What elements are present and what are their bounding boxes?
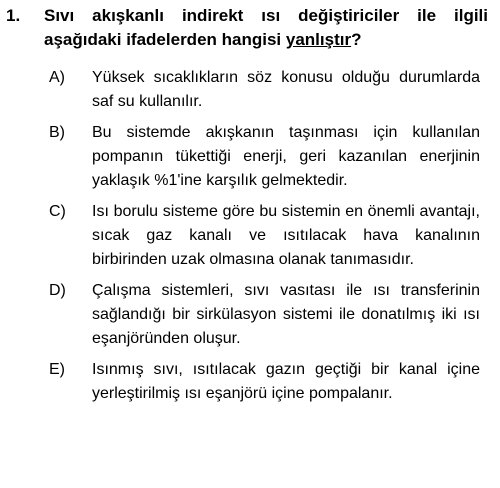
option-e[interactable]: [6, 358, 492, 406]
question-mark: ?: [351, 30, 362, 49]
option-text: Isınmış sıvı, ısıtılacak gazın geçtiği bir kanal içine yerleştirilmiş ısı eşanjörü içine pompalanır.: [92, 361, 480, 402]
question-stem-text: Sıvı akışkanlı indirekt ısı değiştiriciler ile ilgili aşağıdaki ifadelerden hangisi: [44, 6, 488, 49]
question-number: 1.: [6, 6, 21, 25]
option-letter: C): [49, 203, 66, 220]
question-header: [6, 4, 492, 52]
option-letter: B): [49, 124, 65, 141]
option-text: Çalışma sistemleri, sıvı vasıtası ile ısı transferinin sağlandığı bir sirkülasyon sistemi ile donatılmış iki ısı eşanjöründen oluşur.: [92, 282, 480, 347]
option-text: Bu sistemde akışkanın taşınması için kullanılan pompanın tükettiği enerji, geri kazanılan enerjinin yaklaşık %1'ine karşılık gelmektedir.: [92, 124, 480, 189]
option-c[interactable]: [6, 200, 492, 272]
option-letter: E): [49, 361, 65, 378]
option-letter: A): [49, 69, 65, 86]
option-b[interactable]: [6, 121, 492, 193]
question-block: [6, 4, 492, 413]
option-letter: D): [49, 282, 66, 299]
question-negation-keyword: yanlıştır: [285, 30, 352, 49]
question-stem: [44, 4, 492, 52]
option-d[interactable]: [6, 279, 492, 351]
option-a[interactable]: [6, 66, 492, 114]
option-text: Yüksek sıcaklıkların söz konusu olduğu durumlarda saf su kullanılır.: [92, 69, 480, 110]
option-text: Isı borulu sisteme göre bu sistemin en önemli avantajı, sıcak gaz kanalı ve ısıtılacak hava kanalının birbirinden uzak olmasına olanak tanımasıdır.: [92, 203, 480, 268]
answer-options: [6, 66, 492, 406]
